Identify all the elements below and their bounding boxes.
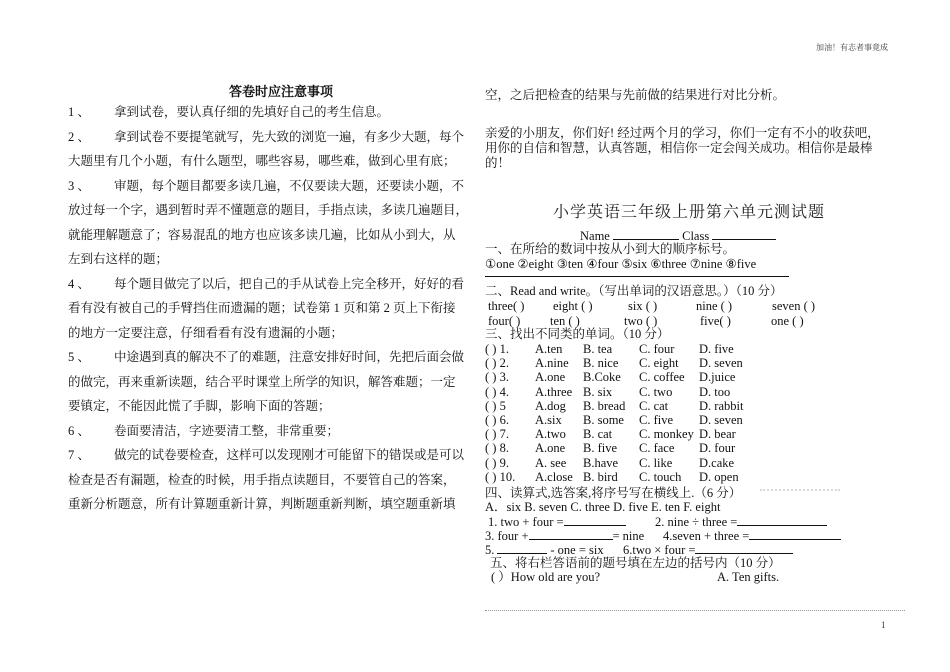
notes-line xyxy=(68,394,470,419)
notes-continuation: 空，之后把检查的结果与先前做的结果进行对比分析。 xyxy=(485,88,786,102)
notes-line xyxy=(68,321,470,346)
notes-line-text: 看有没有被自己的手臂挡住而遗漏的题；试卷第 1 页和第 2 页上下衔接 xyxy=(68,301,456,315)
section2-title: 二、Read and write。（写出单词的汉语意思。）（10 分） xyxy=(485,284,783,298)
option-a: A.dog xyxy=(535,398,566,413)
option-b: B. bread xyxy=(583,398,626,413)
notes-line xyxy=(68,174,470,199)
section1-items: ①one ②eight ③ten ④four ⑤six ⑥three ⑦nine ⑧five xyxy=(485,257,757,271)
q2-blank[interactable] xyxy=(737,514,827,526)
option-a: A.nine xyxy=(535,356,569,371)
section4-options: A．six B. seven C. three D. five E. ten F. eight xyxy=(485,500,721,514)
notes-line-text: 拿到试卷不要提笔就写，先大致的浏览一遍，有多少大题，每个 xyxy=(114,129,465,144)
notes-line-text: 卷面要清洁，字迹要清工整，非常重要； xyxy=(114,423,340,438)
q1-text: 1. two + four = xyxy=(488,515,564,529)
notes-line xyxy=(68,223,470,248)
q5-text: 5. xyxy=(485,543,495,557)
option-d: D.juice xyxy=(699,370,736,385)
notes-title: 答卷时应注意事项 xyxy=(228,84,333,99)
option-a: A. see xyxy=(535,455,567,470)
answer-bracket[interactable]: ( ) 4. xyxy=(485,384,509,399)
option-b: B. nice xyxy=(583,356,619,371)
notes-line-text: 重新分析题意，所有计算题重新计算，判断题重新判断，填空题重新填 xyxy=(68,497,456,511)
notes-section xyxy=(68,84,470,517)
option-b: B. five xyxy=(583,441,618,456)
answer-bracket[interactable]: ( ) 3. xyxy=(485,370,509,385)
q6-blank[interactable] xyxy=(695,542,793,554)
notes-line-text: 就能理解题意了；容易混乱的地方也应该多读几遍，比如从小到大，从 xyxy=(68,227,456,242)
option-c: C. five xyxy=(639,413,674,427)
option-c: C. like xyxy=(639,455,673,470)
option-a: A.six xyxy=(535,413,562,427)
word-three: three( ) xyxy=(488,299,525,313)
option-a: A.one xyxy=(535,441,566,456)
option-c: C. touch xyxy=(639,469,682,484)
option-c: C. two xyxy=(639,384,673,399)
notes-line xyxy=(68,247,470,272)
q4-blank[interactable] xyxy=(749,528,841,540)
notes-line-text: 的地方一定要注意，仔细看看有没有遗漏的小题； xyxy=(68,325,344,340)
notes-line xyxy=(68,272,470,297)
option-c: C. face xyxy=(639,441,675,456)
intro-line-1: 亲爱的小朋友，你们好! 经过两个月的学习，你们一定有不小的收获吧， xyxy=(485,126,880,140)
option-d: D. too xyxy=(699,384,731,399)
option-a: A.one xyxy=(535,370,566,385)
option-a: A.close xyxy=(535,469,573,484)
answer-bracket[interactable]: ( ) 7. xyxy=(485,427,509,442)
option-b: B. cat xyxy=(583,427,613,442)
option-c: C. eight xyxy=(639,356,679,371)
notes-line-text: 放过每一个字，遇到暂时弄不懂题意的题目，手指点读，多读几遍题目， xyxy=(68,203,469,217)
section5-answer: A. Ten gifts. xyxy=(717,570,780,584)
section1-answer-line[interactable] xyxy=(485,276,789,277)
notes-line-text: 大题里有几个小题，有什么题型，哪些容易，哪些难，做到心里有底； xyxy=(68,154,456,168)
notes-line-number: 1 、 xyxy=(68,105,90,119)
answer-bracket[interactable]: ( ) 6. xyxy=(485,413,509,427)
option-b: B.Coke xyxy=(583,370,621,385)
notes-line xyxy=(68,419,470,444)
section5-question: ( ）How old are you? xyxy=(491,570,600,584)
option-c: C. monkey xyxy=(639,427,694,442)
q4-text: 4.seven + three = xyxy=(663,529,750,543)
notes-line-number: 3 、 xyxy=(68,178,90,193)
option-d: D. four xyxy=(699,441,736,456)
q5-blank[interactable] xyxy=(497,542,547,554)
notes-line-number: 5 、 xyxy=(68,350,90,364)
notes-line xyxy=(68,443,470,468)
notes-line-text: 左到右这样的题； xyxy=(68,252,169,266)
notes-line-text: 中途遇到真的解决不了的难题，注意安排好时间，先把后面会做 xyxy=(114,350,465,364)
option-a: A.three xyxy=(535,384,573,399)
notes-line-text: 检查是否有漏题，检查的时候，用手指点读题目，不要管自己的答案， xyxy=(68,472,456,487)
exam-title: 小学英语三年级上册第六单元测试题 xyxy=(553,204,826,221)
faint-watermark xyxy=(760,489,840,493)
word-five: five( ) xyxy=(700,314,731,328)
word-ten: ten ( ) xyxy=(550,314,580,328)
section4-title: 四、读算式,选答案,将序号写在横线上.（6 分） xyxy=(485,486,742,500)
word-nine: nine ( ) xyxy=(696,299,733,313)
option-b: B.have xyxy=(583,455,619,470)
page-number: 1 xyxy=(881,620,886,630)
notes-line-text: 审题，每个题目都要多读几遍，不仅要读大题，还要读小题，不 xyxy=(114,178,465,193)
q1-blank[interactable] xyxy=(564,514,626,526)
option-d: D.cake xyxy=(699,455,735,470)
name-label: Name xyxy=(580,229,610,243)
word-one: one ( ) xyxy=(771,314,804,328)
answer-bracket[interactable]: ( ) 2. xyxy=(485,356,509,371)
notes-line xyxy=(68,345,470,370)
option-c: C. cat xyxy=(639,398,669,413)
option-d: D. seven xyxy=(699,356,743,371)
class-blank[interactable] xyxy=(712,228,776,240)
notes-line xyxy=(68,149,470,174)
q3-text-end: = nine xyxy=(612,529,645,543)
option-c: C. coffee xyxy=(639,370,685,385)
option-a: A.ten xyxy=(535,342,563,356)
option-d: D. rabbit xyxy=(699,398,744,413)
notes-list xyxy=(68,100,470,517)
answer-bracket[interactable]: ( ) 10. xyxy=(485,469,516,484)
notes-line-number: 6 、 xyxy=(68,423,90,438)
q5-text-end: - one = six xyxy=(550,543,604,557)
answer-bracket[interactable]: ( ) 9. xyxy=(485,455,509,470)
option-a: A.two xyxy=(535,427,566,442)
notes-line xyxy=(68,198,470,223)
option-d: D. seven xyxy=(699,413,743,427)
notes-line-text: 拿到试卷，要认真仔细的先填好自己的考生信息。 xyxy=(114,105,390,119)
notes-line-number: 2 、 xyxy=(68,129,90,144)
notes-line xyxy=(68,296,470,321)
answer-bracket[interactable]: ( ) 8. xyxy=(485,441,509,456)
q6-text: 6.two × four = xyxy=(623,543,696,557)
option-d: D. five xyxy=(699,342,734,356)
section5-title: 五、将右栏答语前的题号填在左边的括号内（10 分） xyxy=(490,556,781,570)
option-d: D. open xyxy=(699,469,739,484)
option-b: B. bird xyxy=(583,469,618,484)
notes-line xyxy=(68,100,470,125)
page-footer-rule xyxy=(485,610,905,611)
q3-blank[interactable] xyxy=(529,528,613,540)
answer-bracket[interactable]: ( ) 5 xyxy=(485,398,506,413)
word-seven: seven ( ) xyxy=(772,299,816,313)
notes-line xyxy=(68,492,470,517)
class-label: Class xyxy=(682,229,710,243)
word-six: six ( ) xyxy=(628,299,658,313)
notes-line-number: 7 、 xyxy=(68,448,90,462)
notes-line-text: 做完的试卷要检查，这样可以发现刚才可能留下的错误或是可以 xyxy=(114,448,465,462)
option-b: B. some xyxy=(583,413,624,427)
notes-line-text: 要镇定，不能因此慌了手脚，影响下面的答题； xyxy=(68,399,331,413)
name-blank[interactable] xyxy=(613,228,679,240)
notes-line-text: 每个题目做完了以后，把自己的手从试卷上完全移开，好好的看 xyxy=(114,276,465,291)
word-two: two ( ) xyxy=(624,314,658,328)
q3-text: 3. four + xyxy=(485,529,529,543)
notes-line-text: 的做完，再来重新读题，结合平时课堂上所学的知识，解答难题；一定 xyxy=(68,374,456,389)
header-motto: 加油！有志者事竟成 xyxy=(816,43,888,52)
notes-line-number: 4 、 xyxy=(68,276,90,291)
q2-text: 2. nine ÷ three = xyxy=(655,515,738,529)
notes-line xyxy=(68,125,470,150)
option-b: B. six xyxy=(583,384,613,399)
section3-title: 三、找出不同类的单词。（10 分） xyxy=(485,327,670,341)
word-eight: eight ( ) xyxy=(553,299,593,313)
notes-line xyxy=(68,370,470,395)
answer-bracket[interactable]: ( ) 1. xyxy=(485,342,509,356)
option-b: B. tea xyxy=(583,342,613,356)
intro-line-2: 用你的自信和智慧，认真答题，相信你一定会闯关成功。相信你是最棒 xyxy=(485,141,873,155)
word-four: four( ) xyxy=(488,314,521,328)
option-d: D. bear xyxy=(699,427,736,442)
notes-line xyxy=(68,468,470,493)
section1-title: 一、在所给的数词中按从小到大的顺序标号。 xyxy=(485,242,736,256)
intro-line-3: 的！ xyxy=(485,156,511,170)
option-c: C. four xyxy=(639,342,675,356)
